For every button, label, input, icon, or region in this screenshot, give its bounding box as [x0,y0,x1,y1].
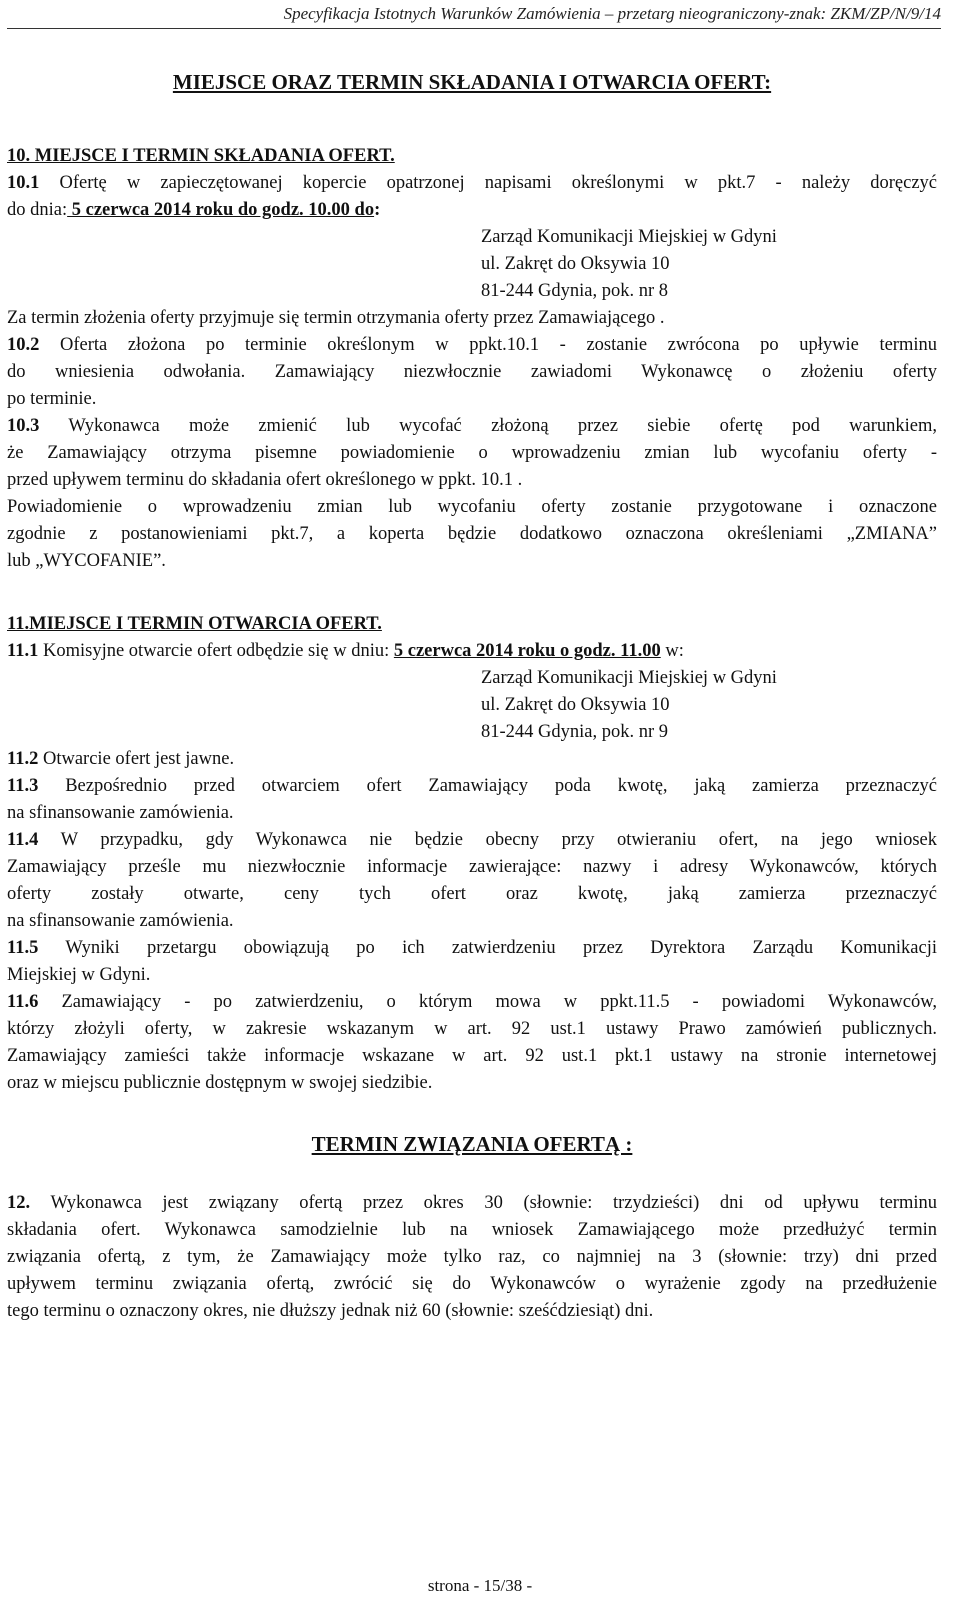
paragraph-11-5-line-2: Miejskiej w Gdyni. [7,965,151,985]
paragraph-number: 11.2 [7,749,39,769]
paragraph-12-line-3: związania ofertą, z tym, że Zamawiający może tylko raz, co najmniej na 3 (słownie: trzy) dni przed [7,1247,937,1267]
paragraph-10-2-line-1 [7,332,937,359]
paragraph-10-3-line-1 [7,413,937,440]
paragraph-11-4-line-2: Zamawiający prześle mu niezwłocznie informacje zawierające: nazwy i adresy Wykonawców, których [7,857,937,877]
paragraph-10-2-line-2: do wniesienia odwołania. Zamawiający niezwłocznie zawiadomi Wykonawcę o złożeniu oferty [7,362,937,382]
paragraph-11-4-line-1 [7,827,937,854]
paragraph-12-line-5: tego terminu o oznaczony okres, nie dłuższy jednak niż 60 (słownie: sześćdziesiąt) dni. [7,1301,654,1321]
paragraph-number: 11.5 [7,938,39,958]
paragraph-11-5-line-1 [7,935,937,962]
paragraph-number: 11.3 [7,776,39,796]
address-line: ul. Zakręt do Oksywia 10 [481,695,670,715]
paragraph-11-6-line-4: oraz w miejscu publicznie dostępnym w swojej siedzibie. [7,1073,433,1093]
paragraph-11-1 [7,638,684,665]
paragraph-10-1-line-3: Za termin złożenia oferty przyjmuje się termin otrzymania oferty przez Zamawiającego . [7,308,665,328]
deadline-colon: : [374,200,381,220]
address-line: 81-244 Gdynia, pok. nr 8 [481,281,669,301]
paragraph-number: 11.4 [7,830,39,850]
paragraph-10-3-line-3: przed upływem terminu do składania ofert określonego w ppkt. 10.1 . [7,470,523,490]
paragraph-text: Bezpośrednio przed otwarciem ofert Zamawiający poda kwotę, jaką zamierza przeznaczyć [65,776,938,796]
document-header: Specyfikacja Istotnych Warunków Zamówienia – przetarg nieograniczony-znak: ZKM/ZP/N/9/14 [283,4,941,23]
opening-date: 5 czerwca 2014 roku o godz. 11.00 [393,641,661,661]
paragraph-text: Komisyjne otwarcie ofert odbędzie się w dniu: [38,641,394,661]
section-11-heading: 11.MIEJSCE I TERMIN OTWARCIA OFERT. [7,614,382,634]
section-10-heading: 10. MIEJSCE I TERMIN SKŁADANIA OFERT. [7,146,395,166]
paragraph-10-4-line-1: Powiadomienie o wprowadzeniu zmian lub wycofaniu oferty zostanie przygotowane i oznaczone [7,497,937,517]
paragraph-text: Ofertę w zapieczętowanej kopercie opatrzonej napisami określonymi w pkt.7 - należy doręczyć [59,173,937,193]
paragraph-number: 10.3 [7,416,40,436]
paragraph-number: 11.6 [7,992,39,1012]
paragraph-text-end: w: [660,641,684,661]
paragraph-11-6-line-1 [7,989,937,1016]
paragraph-10-3-line-2: że Zamawiający otrzyma pisemne powiadomienie o wprowadzeniu zmian lub wycofaniu oferty - [7,443,937,463]
address-line: Zarząd Komunikacji Miejskiej w Gdyni [481,227,777,247]
address-line: 81-244 Gdynia, pok. nr 9 [481,722,669,742]
paragraph-11-4-line-4: na sfinansowanie zamówienia. [7,911,234,931]
paragraph-11-3-line-1 [7,773,937,800]
address-line: Zarząd Komunikacji Miejskiej w Gdyni [481,668,777,688]
paragraph-text: Oferta złożona po terminie określonym w ppkt.10.1 - zostanie zwrócona po upływie terminu [59,335,937,355]
paragraph-10-4-line-3: lub „WYCOFANIE”. [7,551,166,571]
paragraph-11-6-line-3: Zamawiający zamieści także informacje wskazane w art. 92 ust.1 pkt.1 ustawy na stronie internetowej [7,1046,937,1066]
paragraph-12-line-4: upływem terminu związania ofertą, zwrócić się do Wykonawców o wyrażenie zgody na przedłużenie [7,1274,937,1294]
paragraph-11-4-line-3: oferty zostały otwarte, ceny tych ofert oraz kwotę, jaką zamierza przeznaczyć [7,884,937,904]
paragraph-number: 12. [7,1193,31,1213]
paragraph-10-1-line-1 [7,170,937,197]
header-divider [7,28,941,29]
paragraph-11-2 [7,746,234,773]
paragraph-12-line-2: składania ofert. Wykonawca samodzielnie lub na wniosek Zamawiającego może przedłużyć termin [7,1220,937,1240]
address-line: ul. Zakręt do Oksywia 10 [481,254,670,274]
deadline-date: 5 czerwca 2014 roku do godz. 10.00 do [67,200,375,220]
paragraph-text: Wykonawca może zmienić lub wycofać złożoną przez siebie ofertę pod warunkiem, [68,416,937,436]
paragraph-number: 10.1 [7,173,40,193]
paragraph-number: 11.1 [7,641,39,661]
paragraph-10-1-line-2 [7,197,380,224]
page-title: MIEJSCE ORAZ TERMIN SKŁADANIA I OTWARCIA OFERT: [172,70,772,94]
paragraph-text: Wykonawca jest związany ofertą przez okres 30 (słownie: trzydzieści) dni od upływu terminu [50,1193,937,1213]
paragraph-10-2-line-3: po terminie. [7,389,97,409]
paragraph-text: W przypadku, gdy Wykonawca nie będzie obecny przy otwieraniu ofert, na jego wniosek [60,830,937,850]
deadline-prefix: do dnia: [7,200,68,220]
binding-period-title: TERMIN ZWIĄZANIA OFERTĄ : [311,1132,633,1156]
paragraph-text: Zamawiający - po zatwierdzeniu, o którym mowa w ppkt.11.5 - powiadomi Wykonawców, [61,992,937,1012]
paragraph-11-3-line-2: na sfinansowanie zamówienia. [7,803,234,823]
paragraph-10-4-line-2: zgodnie z postanowieniami pkt.7, a koperta będzie dodatkowo oznaczona określeniami „ZMIANA” [7,524,937,544]
paragraph-text: Wyniki przetargu obowiązują po ich zatwierdzeniu przez Dyrektora Zarządu Komunikacji [65,938,937,958]
paragraph-text: Otwarcie ofert jest jawne. [38,749,235,769]
paragraph-11-6-line-2: którzy złożyli oferty, w zakresie wskazanym w art. 92 ust.1 ustawy Prawo zamówień publicznych. [7,1019,937,1039]
page-number: strona - 15/38 - [427,1576,533,1595]
paragraph-12-line-1 [7,1190,937,1217]
paragraph-number: 10.2 [7,335,40,355]
